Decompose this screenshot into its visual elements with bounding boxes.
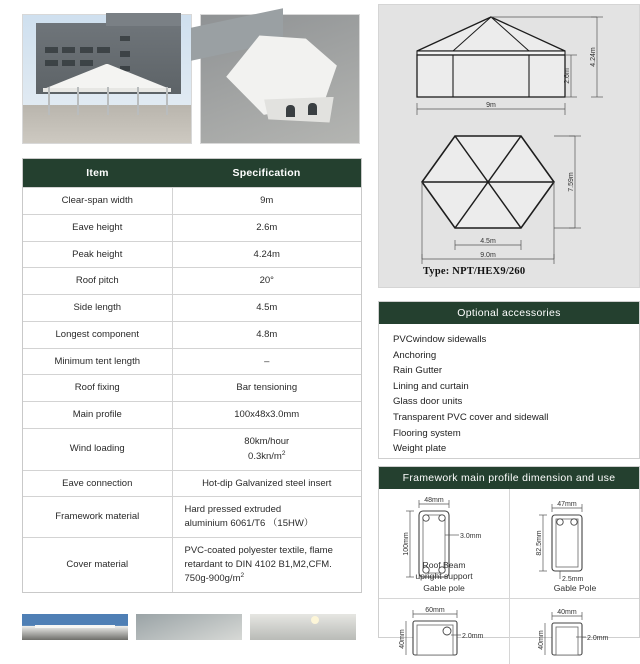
row-spec-value: Bar tensioning — [172, 375, 361, 402]
table-row — [23, 537, 361, 592]
wide-profile-height-label: 40mm — [399, 629, 406, 649]
table-row — [23, 497, 361, 538]
small-section-drawing — [510, 599, 640, 659]
plan-depth-dim-label: 7.59m — [568, 172, 575, 192]
span-width-dim-label: 9m — [486, 102, 496, 109]
right-column — [378, 0, 640, 650]
superscript: 2 — [281, 449, 286, 457]
wide-profile-thickness-label: 2.0mm — [462, 633, 484, 640]
column-header-specification: Specification — [172, 159, 361, 188]
row-spec-value: 4.24m — [172, 241, 361, 268]
caption-line: Gable pole — [423, 582, 465, 593]
row-spec-value: – — [172, 348, 361, 375]
row-item-label: Roof pitch — [23, 268, 172, 295]
row-spec-value: 2.6m — [172, 214, 361, 241]
table-row — [23, 348, 361, 375]
row-item-label: Cover material — [23, 537, 172, 592]
roof-beam-height-label: 100mm — [403, 532, 410, 556]
list-item: Flooring system — [393, 427, 461, 439]
table-row — [23, 428, 361, 470]
table-row — [23, 321, 361, 348]
table-header-row — [23, 159, 361, 188]
hexagon-plan-view — [422, 136, 581, 264]
row-item-label: Eave height — [23, 214, 172, 241]
row-spec-value: Hot-dip Galvanized steel insert — [172, 470, 361, 497]
row-spec-value — [172, 497, 361, 538]
table-row — [23, 402, 361, 429]
elevation-view — [417, 17, 603, 115]
specification-table — [22, 158, 362, 593]
table-row — [23, 214, 361, 241]
list-item: Anchoring — [393, 349, 437, 361]
roof-beam-thickness-label: 3.0mm — [460, 533, 482, 540]
list-item: PVCwindow sidewalls — [393, 334, 487, 345]
caption-line: upright support — [415, 571, 473, 581]
framework-line-2: aluminium 6061/T6 （15HW） — [184, 518, 314, 530]
row-item-label: Peak height — [23, 241, 172, 268]
roof-beam-width-label: 48mm — [424, 497, 444, 504]
gable-pole-height-label: 82.5mm — [536, 530, 543, 556]
small-profile — [510, 599, 640, 664]
gable-pole-width-label: 47mm — [557, 501, 577, 508]
glass-wall-tent-photo — [136, 614, 242, 640]
table-row — [23, 470, 361, 497]
row-spec-value — [172, 428, 361, 470]
row-spec-value: 4.5m — [172, 295, 361, 322]
list-item: Rain Gutter — [393, 365, 443, 377]
framework-line-1: Hard pressed extruded — [184, 504, 282, 516]
tent-dimension-drawing — [379, 5, 639, 287]
table-row — [23, 295, 361, 322]
row-item-label: Longest component — [23, 321, 172, 348]
cover-line-1: PVC-coated polyester textile, flame — [184, 544, 333, 556]
framework-profiles-panel — [378, 466, 640, 650]
framework-panel-title: Framework main profile dimension and use — [379, 467, 639, 489]
tent-underside-photo — [22, 614, 128, 640]
gable-pole-thickness-label: 2.5mm — [562, 576, 584, 583]
technical-drawing-panel — [378, 4, 640, 288]
row-spec-value: 20° — [172, 268, 361, 295]
row-item-label: Wind loading — [23, 428, 172, 470]
peak-height-dim-label: 4.24m — [590, 47, 597, 67]
row-spec-value — [172, 537, 361, 592]
roof-beam-caption — [379, 560, 509, 595]
table-row — [23, 375, 361, 402]
wide-profile-width-label: 60mm — [425, 607, 445, 614]
tent-type-label: Type: NPT/HEX9/260 — [423, 266, 526, 277]
row-spec-value: 9m — [172, 188, 361, 215]
row-item-label: Side length — [23, 295, 172, 322]
optional-accessories-panel — [378, 301, 640, 459]
caption-line: Roof Beam — [422, 559, 466, 570]
small-profile-width-label: 40mm — [557, 609, 577, 616]
row-item-label: Framework material — [23, 497, 172, 538]
list-item: Lining and curtain — [393, 380, 469, 392]
row-item-label: Main profile — [23, 402, 172, 429]
eave-height-dim-label: 2.6m — [564, 68, 571, 84]
aerial-hexagon-tent-photo — [200, 14, 360, 144]
profile-row-top — [379, 489, 639, 599]
top-photo-row — [22, 14, 360, 142]
small-profile-height-label: 40mm — [538, 630, 545, 650]
plan-width-dim-label: 9.0m — [480, 252, 496, 259]
list-item: Glass door units — [393, 396, 463, 408]
accessories-list — [379, 324, 639, 463]
small-profile-thickness-label: 2.0mm — [587, 635, 609, 642]
cover-line-2: retardant to DIN 4102 B1,M2,CFM. — [184, 558, 332, 570]
table-row — [23, 241, 361, 268]
tent-interior-photo — [250, 614, 356, 640]
table-row — [23, 268, 361, 295]
wide-section-drawing — [379, 599, 509, 659]
row-item-label: Minimum tent length — [23, 348, 172, 375]
list-item: Transparent PVC cover and sidewall — [393, 411, 549, 423]
wind-speed-value: 80km/hour — [244, 435, 290, 447]
caption-line: Gable Pole — [553, 582, 597, 593]
wide-profile — [379, 599, 510, 664]
cover-line-3: $750g-900g/m^2$ — [184, 572, 245, 585]
tent-frame-exterior-photo — [22, 14, 192, 144]
wind-load-value: $0.3kn/m^2$ — [248, 449, 286, 462]
bottom-photo-row — [22, 614, 360, 640]
gable-pole-profile — [510, 489, 640, 598]
superscript: 2 — [240, 572, 245, 580]
accessories-panel-title: Optional accessories — [379, 302, 639, 324]
row-spec-value: 100x48x3.0mm — [172, 402, 361, 429]
row-item-label: Roof fixing — [23, 375, 172, 402]
gable-pole-caption — [510, 583, 640, 595]
column-header-item: Item — [23, 159, 172, 188]
list-item: Weight plate — [393, 443, 447, 455]
profile-row-bottom — [379, 599, 639, 664]
row-spec-value: 4.8m — [172, 321, 361, 348]
gable-pole-section-drawing — [510, 489, 640, 593]
row-item-label: Clear-span width — [23, 188, 172, 215]
roof-beam-profile — [379, 489, 510, 598]
row-item-label: Eave connection — [23, 470, 172, 497]
plan-side-dim-label: 4.5m — [480, 238, 496, 245]
table-row — [23, 188, 361, 215]
